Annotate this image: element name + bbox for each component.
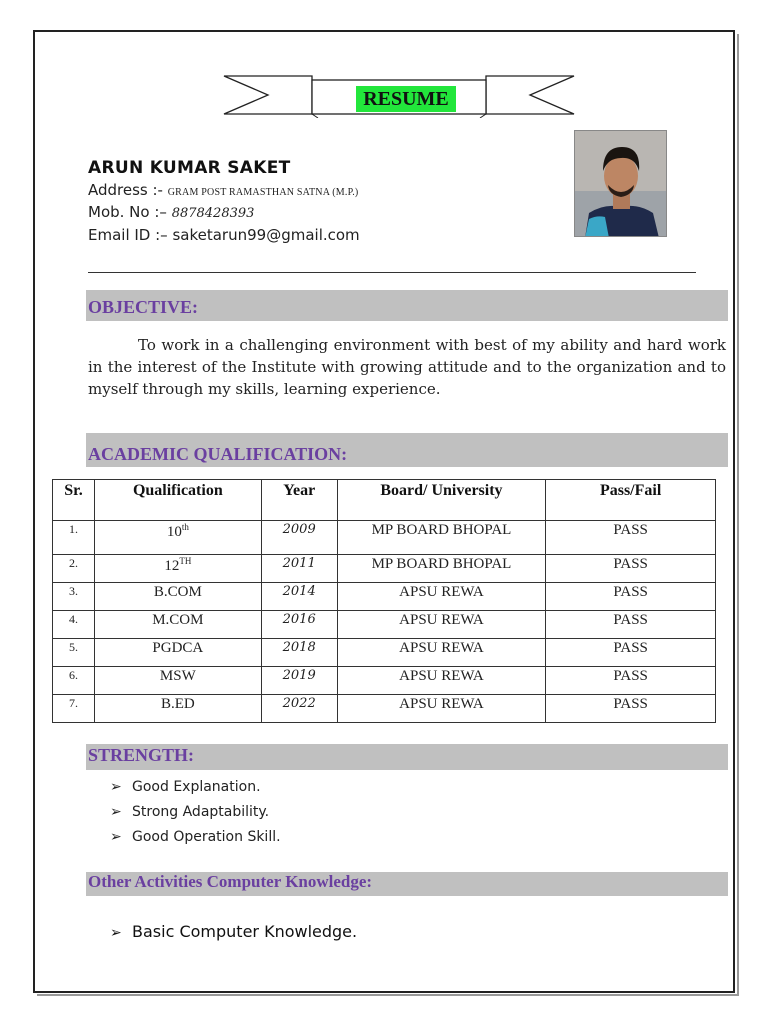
other-title: Other Activities Computer Knowledge: [88, 872, 373, 891]
arrowhead-bullet-icon: ➢ [110, 829, 122, 845]
row-result: PASS [546, 555, 716, 583]
arrowhead-bullet-icon: ➢ [110, 779, 122, 795]
row-board: MP BOARD BHOPAL [337, 555, 546, 583]
email-line [88, 226, 360, 244]
qualification-sup: TH [179, 556, 192, 566]
row-result: PASS [546, 611, 716, 639]
row-year: 2009 [261, 521, 337, 555]
row-board: MP BOARD BHOPAL [337, 521, 546, 555]
list-item [110, 801, 281, 826]
row-sr: 1. [53, 521, 95, 555]
row-year: 2014 [261, 583, 337, 611]
row-result: PASS [546, 695, 716, 723]
row-result: PASS [546, 639, 716, 667]
row-qualification: B.ED [94, 695, 261, 723]
row-board: APSU REWA [337, 639, 546, 667]
table-header-row [53, 480, 716, 521]
row-board: APSU REWA [337, 667, 546, 695]
row-sr: 6. [53, 667, 95, 695]
row-year: 2016 [261, 611, 337, 639]
table-row [53, 639, 716, 667]
header-divider [88, 272, 696, 273]
table-row [53, 583, 716, 611]
row-board: APSU REWA [337, 583, 546, 611]
resume-title: RESUME [356, 86, 456, 112]
table-row [53, 667, 716, 695]
mobile-line [88, 203, 254, 221]
row-result: PASS [546, 521, 716, 555]
list-item [110, 922, 357, 941]
row-board: APSU REWA [337, 695, 546, 723]
row-qualification: B.COM [94, 583, 261, 611]
header-sr: Sr. [53, 480, 95, 521]
qualification-text: 12 [164, 558, 180, 574]
table-row [53, 611, 716, 639]
address-line [88, 181, 358, 199]
qualification-sup: th [181, 522, 189, 532]
address-value: GRAM POST RAMASTHAN SATNA (M.P.) [167, 187, 359, 198]
email-label: Email ID :– [88, 226, 168, 244]
objective-title: OBJECTIVE: [88, 297, 199, 317]
strength-text: Good Operation Skill. [132, 829, 281, 845]
row-sr: 4. [53, 611, 95, 639]
header-year: Year [261, 480, 337, 521]
row-year: 2018 [261, 639, 337, 667]
row-board: APSU REWA [337, 611, 546, 639]
header-board: Board/ University [337, 480, 546, 521]
row-sr: 5. [53, 639, 95, 667]
row-qualification: PGDCA [94, 639, 261, 667]
list-item [110, 776, 281, 801]
row-qualification: MSW [94, 667, 261, 695]
computer-skill-text: Basic Computer Knowledge. [132, 922, 358, 941]
qualification-table [52, 479, 716, 723]
strength-text: Strong Adaptability. [132, 804, 270, 820]
row-year: 2019 [261, 667, 337, 695]
objective-body: To work in a challenging environment with best of my ability and hard work in the interest of the Institute with growing attitude and to the organization and to myself through my skills, learning experience. [88, 336, 726, 398]
strength-title: STRENGTH: [88, 745, 195, 765]
profile-photo [574, 130, 667, 237]
row-qualification: M.COM [94, 611, 261, 639]
arrowhead-bullet-icon: ➢ [110, 804, 122, 820]
applicant-name: ARUN KUMAR SAKET [88, 158, 291, 178]
row-qualification [94, 521, 261, 555]
address-label: Address :- [88, 181, 163, 199]
header-result: Pass/Fail [546, 480, 716, 521]
row-year: 2011 [261, 555, 337, 583]
page-shadow-right [737, 34, 739, 996]
page-shadow-bottom [37, 994, 739, 996]
row-qualification [94, 555, 261, 583]
qualification-text: 10 [166, 524, 182, 540]
table-row [53, 521, 716, 555]
row-sr: 3. [53, 583, 95, 611]
arrowhead-bullet-icon: ➢ [110, 925, 122, 941]
mobile-label: Mob. No :– [88, 203, 167, 221]
row-year: 2022 [261, 695, 337, 723]
mobile-value: 8878428393 [171, 206, 255, 221]
list-item [110, 826, 281, 851]
row-result: PASS [546, 583, 716, 611]
row-sr: 2. [53, 555, 95, 583]
row-result: PASS [546, 667, 716, 695]
email-value: saketarun99@gmail.com [172, 226, 360, 244]
header-qualification: Qualification [94, 480, 261, 521]
strength-text: Good Explanation. [132, 779, 261, 795]
table-row [53, 555, 716, 583]
academic-title: ACADEMIC QUALIFICATION: [88, 444, 348, 464]
objective-text [88, 334, 726, 400]
table-row [53, 695, 716, 723]
row-sr: 7. [53, 695, 95, 723]
strength-list [110, 776, 281, 851]
